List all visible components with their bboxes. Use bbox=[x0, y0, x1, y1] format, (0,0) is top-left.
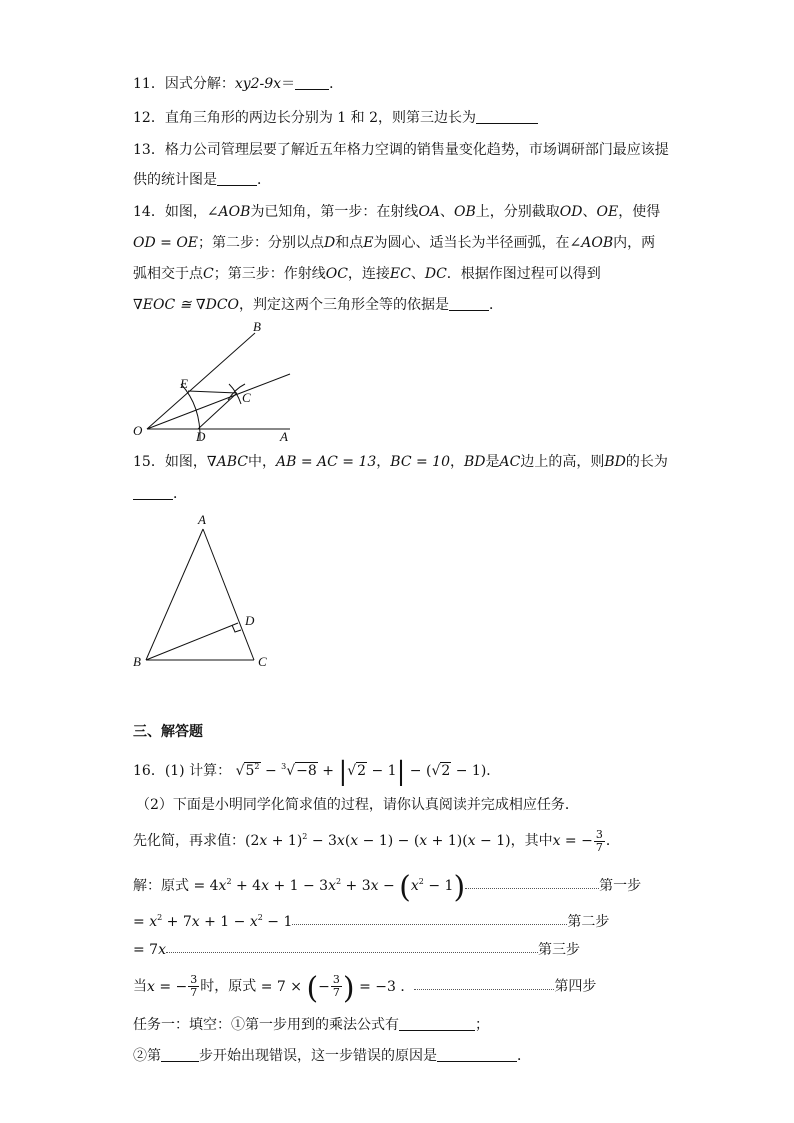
q14-segment-dc: DC bbox=[424, 266, 447, 282]
ray-ob bbox=[147, 333, 255, 429]
q14-text: ；第三步：作射线 bbox=[213, 266, 326, 282]
q13-text-2: 供的统计图是 bbox=[133, 172, 217, 188]
q11-equals: ＝ bbox=[281, 76, 296, 92]
q14-text: 14．如图， bbox=[133, 204, 207, 220]
label-a: A bbox=[280, 429, 288, 444]
figure-15-triangle bbox=[128, 505, 288, 675]
q15-text: 中， bbox=[247, 454, 276, 470]
q14-segment-ec: EC bbox=[389, 266, 411, 282]
label-a: A bbox=[198, 512, 206, 527]
q15-text: 的长为 bbox=[625, 454, 668, 470]
q14-ray-ob: OB bbox=[454, 204, 476, 220]
question-16-part-1 bbox=[133, 757, 501, 787]
q15-triangle: ∇ABC bbox=[206, 454, 248, 470]
label-d: D bbox=[196, 429, 206, 444]
question-15-line-1 bbox=[133, 453, 668, 471]
step-4-expression: = 7 × (− $\frac{3}{7}$ ) = −3 ． bbox=[256, 970, 415, 1006]
q14-text: 内，两 bbox=[613, 235, 656, 251]
segment-ec bbox=[188, 391, 237, 393]
q15-text: 是 bbox=[485, 454, 500, 470]
q14-equation: OD = OE bbox=[133, 235, 199, 251]
q14-angle-aob: ∠AOB bbox=[569, 235, 614, 251]
q14-text: ．根据作图过程可以得到 bbox=[446, 266, 601, 282]
task-1-end: ； bbox=[475, 1017, 489, 1033]
q15-equation-ab-ac: AB = AC = 13 bbox=[275, 454, 377, 470]
q14-text: ，判定这两个三角形全等的依据是 bbox=[239, 297, 450, 313]
q14-angle-aob: ∠AOB bbox=[206, 204, 251, 220]
label-c: C bbox=[242, 390, 251, 405]
step-4-text: 时，原式 bbox=[200, 978, 257, 995]
q14-text: ，使得 bbox=[618, 204, 661, 220]
q15-period: ． bbox=[173, 486, 187, 502]
dot-leader bbox=[166, 941, 538, 953]
dot-leader bbox=[414, 978, 554, 990]
q14-period: ． bbox=[489, 297, 504, 313]
q14-segment-od: OD bbox=[559, 204, 583, 220]
question-13-line-2 bbox=[133, 171, 271, 189]
q16-text: 先化简，再求值： bbox=[133, 833, 245, 849]
q14-text: ；第二步：分别以点 bbox=[198, 235, 325, 251]
step-4-text: 当 bbox=[133, 978, 147, 995]
q11-label: 11．因式分解： bbox=[133, 76, 235, 92]
task-2-step-blank[interactable] bbox=[161, 1048, 199, 1062]
q15-segment-bd: BD bbox=[604, 454, 626, 470]
label-c: C bbox=[258, 654, 267, 669]
dot-leader bbox=[292, 913, 567, 925]
q16-x-value: x = − $\frac{3}{7}$ bbox=[552, 827, 603, 854]
ray-oc bbox=[147, 374, 290, 429]
q14-point-e: E bbox=[363, 235, 374, 251]
label-b: B bbox=[253, 319, 261, 334]
q15-text: ， bbox=[376, 454, 391, 470]
step-4-x-value: x = − $\frac{3}{7}$ bbox=[147, 973, 198, 999]
task-2-text: 步开始出现错误，这一步错误的原因是 bbox=[199, 1048, 437, 1064]
q15-answer-blank[interactable] bbox=[133, 486, 173, 500]
side-ac bbox=[203, 529, 254, 660]
q14-text: 弧相交于点 bbox=[133, 266, 203, 282]
label-d: D bbox=[245, 613, 255, 628]
q14-text: 为圆心、适当长为半径画弧，在 bbox=[373, 235, 570, 251]
question-14-line-3 bbox=[133, 265, 601, 283]
q14-text: 和点 bbox=[335, 235, 364, 251]
q14-point-d: D bbox=[324, 235, 336, 251]
task-1-text: 任务一：填空：①第一步用到的乘法公式有 bbox=[133, 1017, 399, 1033]
task-2-reason-blank[interactable] bbox=[437, 1048, 517, 1062]
label-e: E bbox=[180, 376, 188, 391]
question-14-line-1 bbox=[133, 203, 660, 221]
solution-step-1 bbox=[133, 870, 642, 905]
q14-text: 上，分别截取 bbox=[475, 204, 560, 220]
question-13-line-1 bbox=[133, 141, 669, 159]
figure-14-angle-construction bbox=[125, 318, 305, 448]
q15-equation-bc: BC = 10 bbox=[390, 454, 450, 470]
segment-dc bbox=[198, 393, 237, 429]
q16-period: ． bbox=[605, 833, 620, 849]
q12-answer-blank[interactable] bbox=[476, 110, 538, 124]
question-11 bbox=[133, 75, 343, 93]
solution-step-2 bbox=[133, 909, 609, 931]
q13-period: ． bbox=[257, 172, 271, 188]
q15-segment-ac: AC bbox=[499, 454, 521, 470]
question-16-part-2 bbox=[136, 796, 579, 814]
solution-step-4 bbox=[133, 970, 597, 1006]
step-3-expression: = 7x bbox=[133, 942, 166, 958]
right-angle-mark bbox=[232, 625, 241, 632]
q14-congruence: ∇EOC ≅ ∇DCO bbox=[133, 297, 240, 313]
q14-ray-oc: OC bbox=[325, 266, 348, 282]
q16-instructions: （2）下面是小明同学化简求值的过程，请你认真阅读并完成相应任务． bbox=[136, 797, 579, 813]
section-3-heading: 三、解答题 bbox=[133, 724, 203, 740]
label-o: O bbox=[133, 423, 143, 438]
q13-text-1: 13．格力公司管理层要了解近五年格力空调的销售量变化趋势，市场调研部门最应该提 bbox=[133, 142, 669, 158]
q14-text: ，连接 bbox=[347, 266, 390, 282]
step-2-tag: 第二步 bbox=[567, 914, 610, 930]
solution-step-3 bbox=[133, 941, 580, 959]
q14-text: 、 bbox=[440, 204, 455, 220]
q11-answer-blank[interactable] bbox=[295, 76, 329, 90]
task-2 bbox=[133, 1047, 531, 1065]
label-b: B bbox=[133, 654, 141, 669]
q12-text: 12．直角三角形的两边长分别为 1 和 2，则第三边长为 bbox=[133, 110, 476, 126]
task-1 bbox=[133, 1016, 489, 1034]
question-12 bbox=[133, 109, 538, 127]
step-1-expression: = $4x^2 + 4x + 1 - 3x^2 + 3x - (x^2 - 1)$ bbox=[189, 870, 466, 905]
dot-leader bbox=[465, 877, 599, 889]
question-15-line-2 bbox=[133, 485, 187, 503]
question-14-line-4 bbox=[133, 296, 503, 314]
q14-text: 为已知角，第一步：在射线 bbox=[250, 204, 419, 220]
question-16-simplify bbox=[133, 828, 620, 854]
q16-simplify-expression: $(2x + 1)^2 - 3x(x - 1) - (x + 1)(x - 1)$ bbox=[245, 832, 511, 849]
q14-text: 、 bbox=[582, 204, 597, 220]
q16-label: 16．(1) 计算： bbox=[133, 763, 232, 779]
q14-answer-blank[interactable] bbox=[449, 297, 489, 311]
task-2-end: ． bbox=[517, 1048, 531, 1064]
q11-period: ． bbox=[329, 76, 344, 92]
q16-text: ，其中 bbox=[510, 833, 553, 849]
q15-text: 15．如图， bbox=[133, 454, 207, 470]
step-4-tag: 第四步 bbox=[554, 978, 597, 995]
q16-expression: $√5^2 - ^3√-8 + |√2 - 1| - (√2 - 1)$ bbox=[235, 757, 487, 787]
q15-segment-bd: BD bbox=[464, 454, 486, 470]
q16-period: ． bbox=[486, 763, 501, 779]
step-2-expression: = $x^2 + 7x + 1 - x^2 - 1$ bbox=[133, 913, 293, 930]
step-1-tag: 第一步 bbox=[599, 878, 642, 894]
task-1-blank[interactable] bbox=[399, 1017, 475, 1031]
q11-expression: xy2-9x bbox=[234, 76, 282, 92]
q15-text: 边上的高，则 bbox=[520, 454, 605, 470]
step-1-label: 解：原式 bbox=[133, 878, 189, 894]
task-2-text: ②第 bbox=[133, 1048, 161, 1064]
q14-text: 、 bbox=[410, 266, 425, 282]
q14-ray-oa: OA bbox=[418, 204, 441, 220]
step-3-tag: 第三步 bbox=[538, 942, 580, 958]
q14-segment-oe: OE bbox=[596, 204, 619, 220]
q15-text: ， bbox=[450, 454, 464, 470]
question-14-line-2 bbox=[133, 234, 655, 252]
q14-point-c: C bbox=[203, 266, 214, 282]
q13-answer-blank[interactable] bbox=[217, 172, 257, 186]
